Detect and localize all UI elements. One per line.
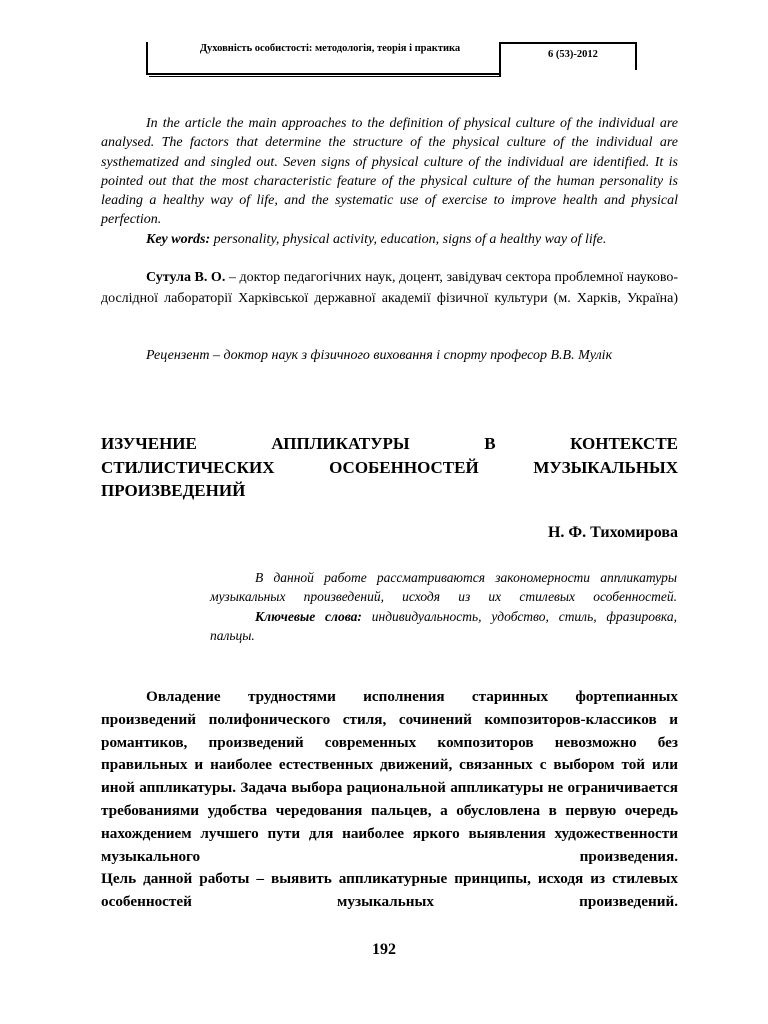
reviewer-text: Рецензент – доктор наук з фізичного виховання і спорту професор В.В. Мулік bbox=[146, 348, 613, 363]
author-info-details: – доктор педагогічних наук, доцент, завідувач сектора проблемної науково-дослідної лабораторії Харківської державної академії фізичної культури (м. Харків, Україна) bbox=[101, 270, 679, 306]
body-paragraph-2: Цель данной работы – выявить аппликатурные принципы, исходя из стилевых особенностей музыкальных произведений. bbox=[101, 870, 678, 911]
header-frame-bottom-rule bbox=[146, 73, 501, 75]
english-abstract bbox=[101, 114, 678, 249]
header-frame-bottom-rule-shadow bbox=[149, 76, 501, 77]
article-title-line-2: СТИЛИСТИЧЕСКИХ ОСОБЕННОСТЕЙ МУЗЫКАЛЬНЫХ bbox=[101, 457, 678, 477]
russian-abstract bbox=[210, 568, 677, 645]
author-info bbox=[101, 268, 678, 309]
header-issue-box-top-rule bbox=[499, 42, 636, 44]
russian-abstract-text: В данной работе рассматриваются закономерности аппликатуры музыкальных произведений, исходя из их стилевых особенностей. bbox=[210, 570, 677, 605]
article-title bbox=[101, 432, 678, 503]
russian-keywords-label: Ключевые слова: bbox=[255, 608, 362, 624]
russian-keywords-text: индивидуальность, удобство, стиль, фразировка, пальцы. bbox=[210, 608, 677, 643]
english-abstract-text: In the article the main approaches to the definition of physical culture of the individual are analysed. The factors that determine the structure of the physical culture of the individual are systhematized and singled out. Seven signs of physical culture of the individual are identified. It is pointed out that the most characteristic feature of the physical culture of the human personality is leading a healthy way of life, and the systematic use of exercise to improve health and physical perfection. bbox=[101, 116, 678, 228]
journal-title: Духовність особистості: методологія, теорія і практика bbox=[199, 43, 461, 54]
author-info-paragraph bbox=[101, 268, 678, 309]
english-keywords-text: personality, physical activity, education, signs of a healthy way of life. bbox=[210, 231, 607, 247]
article-title-line-3: ПРОИЗВЕДЕНИЙ bbox=[101, 481, 246, 500]
russian-keywords bbox=[210, 607, 677, 646]
page-number: 192 bbox=[372, 941, 396, 958]
header-issue-box-right-rule bbox=[635, 42, 637, 70]
english-keywords bbox=[101, 230, 678, 249]
article-title-line-1: ИЗУЧЕНИЕ АППЛИКАТУРЫ В КОНТЕКСТЕ bbox=[101, 434, 678, 453]
reviewer-note bbox=[101, 346, 678, 366]
header-frame-left-vertical bbox=[146, 42, 148, 74]
issue-number: 6 (53)-2012 bbox=[548, 49, 598, 60]
body-paragraph-1: Овладение трудностями исполнения старинных фортепианных произведений полифонического стиля, сочинений композиторов-классиков и романтиков, произведений современных композиторов невозможно без правильных и наиболее естественных движений, связанных с выбором той или иной аппликатуры. Задача выбора рациональной аппликатуры не ограничивается требованиями удобства чередования пальцев, а обусловлена в первую очередь нахождением лучшего пути для наиболее яркого выявления художественности музыкального произведения. bbox=[101, 688, 678, 865]
english-keywords-label: Key words: bbox=[146, 231, 211, 247]
article-author: Н. Ф. Тихомирова bbox=[547, 524, 678, 541]
author-info-name: Сутула В. О. bbox=[146, 270, 226, 285]
page-header bbox=[0, 0, 768, 80]
article-body bbox=[101, 686, 678, 914]
